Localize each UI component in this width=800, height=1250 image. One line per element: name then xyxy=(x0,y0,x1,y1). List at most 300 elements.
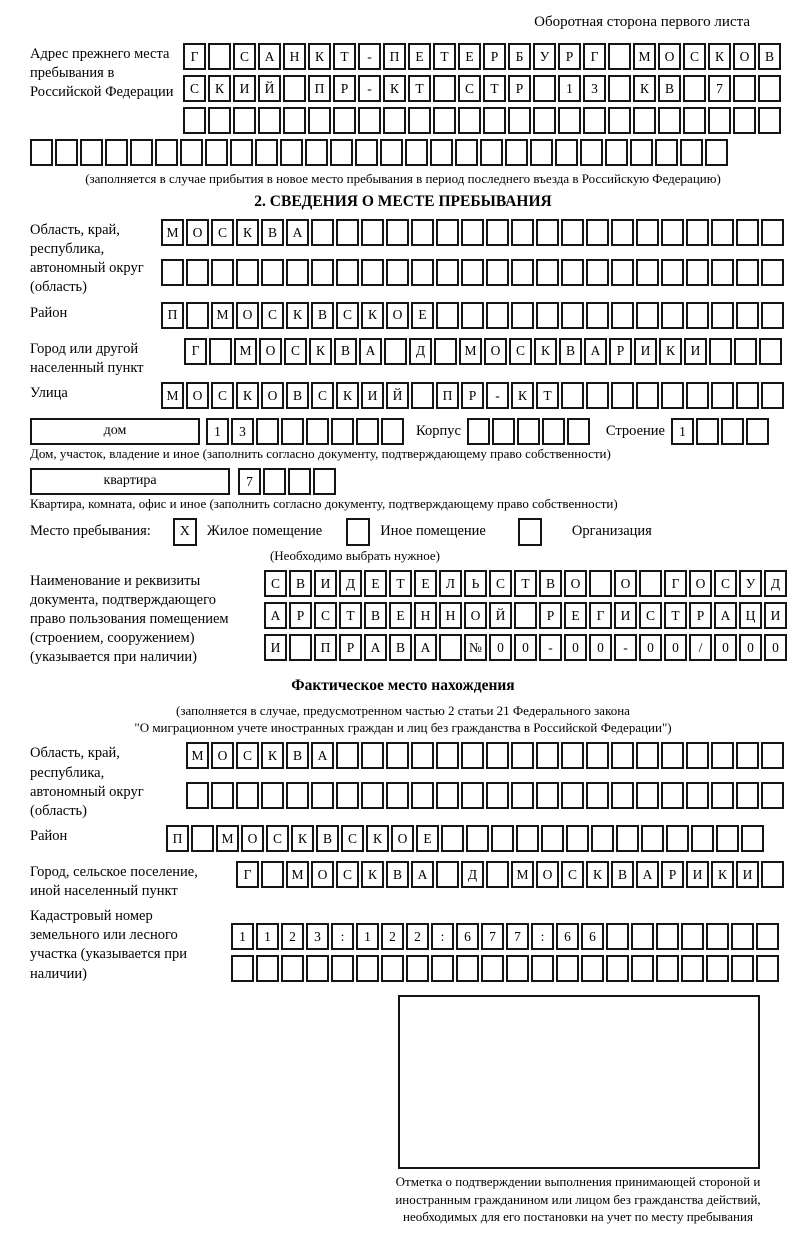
form-cell[interactable]: С xyxy=(714,570,737,597)
form-cell[interactable] xyxy=(736,782,759,809)
form-cell[interactable] xyxy=(256,955,279,982)
form-cell[interactable]: Е xyxy=(411,302,434,329)
form-cell[interactable]: Л xyxy=(439,570,462,597)
form-cell[interactable]: П xyxy=(436,382,459,409)
form-cell[interactable] xyxy=(505,139,528,166)
form-cell[interactable] xyxy=(186,259,209,286)
form-cell[interactable] xyxy=(691,825,714,852)
form-cell[interactable]: О xyxy=(386,302,409,329)
form-cell[interactable] xyxy=(536,219,559,246)
form-cell[interactable] xyxy=(656,955,679,982)
form-cell[interactable]: Е xyxy=(458,43,481,70)
form-cell[interactable] xyxy=(733,75,756,102)
form-cell[interactable]: Т xyxy=(483,75,506,102)
form-cell[interactable] xyxy=(661,382,684,409)
form-cell[interactable]: А xyxy=(264,602,287,629)
form-cell[interactable] xyxy=(380,139,403,166)
form-cell[interactable]: К xyxy=(586,861,609,888)
form-cell[interactable]: Г xyxy=(589,602,612,629)
form-cell[interactable]: В xyxy=(286,382,309,409)
form-cell[interactable] xyxy=(433,75,456,102)
form-cell[interactable]: - xyxy=(539,634,562,661)
form-cell[interactable]: Р xyxy=(461,382,484,409)
form-cell[interactable] xyxy=(731,955,754,982)
form-cell[interactable] xyxy=(511,259,534,286)
form-cell[interactable]: С xyxy=(211,382,234,409)
form-cell[interactable]: П xyxy=(383,43,406,70)
form-cell[interactable]: О xyxy=(689,570,712,597)
form-cell[interactable]: О xyxy=(259,338,282,365)
form-cell[interactable]: О xyxy=(614,570,637,597)
form-cell[interactable] xyxy=(386,219,409,246)
form-cell[interactable] xyxy=(481,955,504,982)
form-cell[interactable] xyxy=(255,139,278,166)
form-cell[interactable] xyxy=(733,107,756,134)
form-cell[interactable]: И xyxy=(764,602,787,629)
form-cell[interactable] xyxy=(430,139,453,166)
form-cell[interactable]: Т xyxy=(408,75,431,102)
form-cell[interactable]: М xyxy=(511,861,534,888)
form-cell[interactable] xyxy=(486,302,509,329)
form-cell[interactable] xyxy=(461,259,484,286)
form-cell[interactable] xyxy=(661,742,684,769)
form-cell[interactable] xyxy=(611,742,634,769)
form-cell[interactable]: К xyxy=(286,302,309,329)
form-cell[interactable]: 7 xyxy=(506,923,529,950)
form-cell[interactable] xyxy=(511,302,534,329)
form-cell[interactable]: Р xyxy=(339,634,362,661)
form-cell[interactable] xyxy=(208,43,231,70)
form-cell[interactable]: И xyxy=(684,338,707,365)
form-cell[interactable] xyxy=(461,782,484,809)
form-cell[interactable] xyxy=(186,302,209,329)
form-cell[interactable]: О xyxy=(484,338,507,365)
form-cell[interactable]: К xyxy=(361,302,384,329)
form-cell[interactable] xyxy=(580,139,603,166)
form-cell[interactable] xyxy=(180,139,203,166)
form-cell[interactable]: В xyxy=(658,75,681,102)
form-cell[interactable]: И xyxy=(736,861,759,888)
form-cell[interactable] xyxy=(531,955,554,982)
form-cell[interactable] xyxy=(736,259,759,286)
form-cell[interactable] xyxy=(288,468,311,495)
form-cell[interactable] xyxy=(466,825,489,852)
form-cell[interactable]: Ь xyxy=(464,570,487,597)
form-cell[interactable]: О xyxy=(733,43,756,70)
form-cell[interactable] xyxy=(411,219,434,246)
form-cell[interactable] xyxy=(561,742,584,769)
form-cell[interactable] xyxy=(708,107,731,134)
form-cell[interactable] xyxy=(306,955,329,982)
form-cell[interactable] xyxy=(486,259,509,286)
form-cell[interactable] xyxy=(639,570,662,597)
form-cell[interactable] xyxy=(434,338,457,365)
form-cell[interactable] xyxy=(681,955,704,982)
form-cell[interactable] xyxy=(586,219,609,246)
form-cell[interactable] xyxy=(736,382,759,409)
form-cell[interactable]: О xyxy=(658,43,681,70)
form-cell[interactable]: О xyxy=(236,302,259,329)
form-cell[interactable]: К xyxy=(633,75,656,102)
form-cell[interactable] xyxy=(611,782,634,809)
form-cell[interactable] xyxy=(566,825,589,852)
form-cell[interactable] xyxy=(405,139,428,166)
form-cell[interactable]: Р xyxy=(558,43,581,70)
form-cell[interactable] xyxy=(586,782,609,809)
form-cell[interactable] xyxy=(630,139,653,166)
form-cell[interactable]: М xyxy=(216,825,239,852)
form-cell[interactable] xyxy=(230,139,253,166)
form-cell[interactable] xyxy=(608,75,631,102)
form-cell[interactable]: В xyxy=(611,861,634,888)
form-cell[interactable] xyxy=(661,259,684,286)
form-cell[interactable]: А xyxy=(286,219,309,246)
form-cell[interactable]: М xyxy=(286,861,309,888)
form-cell[interactable] xyxy=(666,825,689,852)
form-cell[interactable] xyxy=(567,418,590,445)
form-cell[interactable] xyxy=(741,825,764,852)
form-cell[interactable]: Р xyxy=(539,602,562,629)
form-cell[interactable] xyxy=(30,139,53,166)
form-cell[interactable]: 0 xyxy=(714,634,737,661)
form-cell[interactable] xyxy=(361,259,384,286)
form-cell[interactable] xyxy=(330,139,353,166)
form-cell[interactable]: 1 xyxy=(206,418,229,445)
form-cell[interactable]: Р xyxy=(289,602,312,629)
form-cell[interactable]: М xyxy=(459,338,482,365)
form-cell[interactable]: К xyxy=(236,382,259,409)
form-cell[interactable]: А xyxy=(311,742,334,769)
form-cell[interactable] xyxy=(313,468,336,495)
form-cell[interactable] xyxy=(381,955,404,982)
form-cell[interactable]: И xyxy=(634,338,657,365)
kvartira-box[interactable]: квартира xyxy=(30,468,230,495)
form-cell[interactable]: О xyxy=(211,742,234,769)
form-cell[interactable]: Г xyxy=(183,43,206,70)
form-cell[interactable] xyxy=(263,468,286,495)
form-cell[interactable]: Т xyxy=(433,43,456,70)
form-cell[interactable] xyxy=(511,782,534,809)
form-cell[interactable]: К xyxy=(659,338,682,365)
form-cell[interactable]: М xyxy=(161,219,184,246)
form-cell[interactable] xyxy=(616,825,639,852)
form-cell[interactable] xyxy=(686,219,709,246)
form-cell[interactable] xyxy=(311,259,334,286)
form-cell[interactable] xyxy=(436,219,459,246)
form-cell[interactable] xyxy=(756,955,779,982)
form-cell[interactable]: 2 xyxy=(281,923,304,950)
form-cell[interactable] xyxy=(661,302,684,329)
form-cell[interactable]: К xyxy=(261,742,284,769)
form-cell[interactable]: С xyxy=(336,861,359,888)
form-cell[interactable]: П xyxy=(314,634,337,661)
form-cell[interactable] xyxy=(406,955,429,982)
form-cell[interactable]: С xyxy=(261,302,284,329)
form-cell[interactable] xyxy=(336,259,359,286)
form-cell[interactable]: А xyxy=(364,634,387,661)
form-cell[interactable] xyxy=(561,782,584,809)
form-cell[interactable]: Р xyxy=(609,338,632,365)
form-cell[interactable] xyxy=(514,602,537,629)
form-cell[interactable]: Т xyxy=(514,570,537,597)
form-cell[interactable]: Е xyxy=(364,570,387,597)
form-cell[interactable]: С xyxy=(311,382,334,409)
form-cell[interactable] xyxy=(711,742,734,769)
form-cell[interactable] xyxy=(305,139,328,166)
form-cell[interactable]: М xyxy=(234,338,257,365)
form-cell[interactable] xyxy=(283,75,306,102)
form-cell[interactable]: 2 xyxy=(406,923,429,950)
form-cell[interactable] xyxy=(681,923,704,950)
form-cell[interactable] xyxy=(536,742,559,769)
form-cell[interactable] xyxy=(606,923,629,950)
form-cell[interactable]: А xyxy=(636,861,659,888)
form-cell[interactable]: 0 xyxy=(739,634,762,661)
form-cell[interactable] xyxy=(506,955,529,982)
form-cell[interactable] xyxy=(761,302,784,329)
form-cell[interactable] xyxy=(486,219,509,246)
form-cell[interactable] xyxy=(439,634,462,661)
form-cell[interactable] xyxy=(461,302,484,329)
form-cell[interactable]: С xyxy=(233,43,256,70)
form-cell[interactable]: : xyxy=(331,923,354,950)
form-cell[interactable]: В xyxy=(559,338,582,365)
form-cell[interactable]: Й xyxy=(489,602,512,629)
form-cell[interactable]: О xyxy=(564,570,587,597)
form-cell[interactable]: П xyxy=(161,302,184,329)
form-cell[interactable] xyxy=(661,219,684,246)
form-cell[interactable] xyxy=(336,742,359,769)
form-cell[interactable] xyxy=(336,782,359,809)
form-cell[interactable]: 6 xyxy=(456,923,479,950)
form-cell[interactable]: К xyxy=(711,861,734,888)
form-cell[interactable]: К xyxy=(291,825,314,852)
form-cell[interactable] xyxy=(536,259,559,286)
form-cell[interactable] xyxy=(286,259,309,286)
form-cell[interactable] xyxy=(655,139,678,166)
form-cell[interactable]: М xyxy=(186,742,209,769)
form-cell[interactable] xyxy=(711,382,734,409)
form-cell[interactable]: 6 xyxy=(556,923,579,950)
form-cell[interactable]: В xyxy=(334,338,357,365)
form-cell[interactable]: П xyxy=(166,825,189,852)
form-cell[interactable] xyxy=(411,742,434,769)
form-cell[interactable]: О xyxy=(464,602,487,629)
form-cell[interactable] xyxy=(734,338,757,365)
form-cell[interactable] xyxy=(231,955,254,982)
form-cell[interactable] xyxy=(716,825,739,852)
form-cell[interactable] xyxy=(283,107,306,134)
form-cell[interactable]: 1 xyxy=(671,418,694,445)
form-cell[interactable]: 7 xyxy=(238,468,261,495)
form-cell[interactable] xyxy=(608,43,631,70)
form-cell[interactable]: - xyxy=(358,43,381,70)
form-cell[interactable]: К xyxy=(208,75,231,102)
form-cell[interactable]: П xyxy=(308,75,331,102)
form-cell[interactable] xyxy=(683,75,706,102)
form-cell[interactable] xyxy=(533,75,556,102)
form-cell[interactable] xyxy=(386,782,409,809)
form-cell[interactable] xyxy=(486,782,509,809)
form-cell[interactable] xyxy=(761,382,784,409)
form-cell[interactable]: 6 xyxy=(581,923,604,950)
form-cell[interactable] xyxy=(483,107,506,134)
form-cell[interactable] xyxy=(411,782,434,809)
form-cell[interactable] xyxy=(492,418,515,445)
form-cell[interactable] xyxy=(561,382,584,409)
form-cell[interactable]: М xyxy=(211,302,234,329)
form-cell[interactable] xyxy=(211,782,234,809)
form-cell[interactable]: К xyxy=(361,861,384,888)
form-cell[interactable]: О xyxy=(261,382,284,409)
form-cell[interactable] xyxy=(631,923,654,950)
form-cell[interactable] xyxy=(467,418,490,445)
form-cell[interactable]: К xyxy=(336,382,359,409)
form-cell[interactable]: С xyxy=(336,302,359,329)
form-cell[interactable]: Т xyxy=(536,382,559,409)
form-cell[interactable]: Д xyxy=(409,338,432,365)
form-cell[interactable] xyxy=(731,923,754,950)
form-cell[interactable]: О xyxy=(241,825,264,852)
form-cell[interactable]: О xyxy=(186,219,209,246)
form-cell[interactable] xyxy=(236,782,259,809)
form-cell[interactable] xyxy=(761,259,784,286)
form-cell[interactable] xyxy=(211,259,234,286)
form-cell[interactable] xyxy=(516,825,539,852)
form-cell[interactable]: С xyxy=(183,75,206,102)
form-cell[interactable] xyxy=(761,219,784,246)
form-cell[interactable]: В xyxy=(316,825,339,852)
form-cell[interactable]: - xyxy=(486,382,509,409)
form-cell[interactable]: В xyxy=(289,570,312,597)
form-cell[interactable] xyxy=(636,782,659,809)
form-cell[interactable]: О xyxy=(391,825,414,852)
form-cell[interactable] xyxy=(205,139,228,166)
form-cell[interactable]: 3 xyxy=(306,923,329,950)
form-cell[interactable] xyxy=(311,782,334,809)
form-cell[interactable] xyxy=(611,219,634,246)
form-cell[interactable]: 2 xyxy=(381,923,404,950)
form-cell[interactable]: К xyxy=(308,43,331,70)
form-cell[interactable] xyxy=(636,302,659,329)
form-cell[interactable] xyxy=(636,219,659,246)
form-cell[interactable] xyxy=(381,418,404,445)
form-cell[interactable] xyxy=(636,382,659,409)
checkbox-zhiloe[interactable]: X xyxy=(173,518,197,546)
form-cell[interactable] xyxy=(461,742,484,769)
form-cell[interactable]: И xyxy=(233,75,256,102)
form-cell[interactable]: 7 xyxy=(708,75,731,102)
checkbox-inoe[interactable] xyxy=(346,518,370,546)
form-cell[interactable]: О xyxy=(536,861,559,888)
form-cell[interactable] xyxy=(236,259,259,286)
form-cell[interactable]: Д xyxy=(339,570,362,597)
form-cell[interactable]: М xyxy=(161,382,184,409)
form-cell[interactable] xyxy=(209,338,232,365)
form-cell[interactable] xyxy=(161,259,184,286)
form-cell[interactable] xyxy=(756,923,779,950)
form-cell[interactable]: Т xyxy=(664,602,687,629)
form-cell[interactable] xyxy=(431,955,454,982)
form-cell[interactable] xyxy=(436,861,459,888)
form-cell[interactable]: В xyxy=(386,861,409,888)
form-cell[interactable] xyxy=(408,107,431,134)
form-cell[interactable] xyxy=(355,139,378,166)
form-cell[interactable]: Е xyxy=(416,825,439,852)
form-cell[interactable] xyxy=(191,825,214,852)
form-cell[interactable] xyxy=(711,259,734,286)
form-cell[interactable] xyxy=(541,825,564,852)
form-cell[interactable] xyxy=(458,107,481,134)
form-cell[interactable] xyxy=(631,955,654,982)
form-cell[interactable] xyxy=(561,259,584,286)
form-cell[interactable]: О xyxy=(186,382,209,409)
form-cell[interactable]: Н xyxy=(439,602,462,629)
form-cell[interactable] xyxy=(358,107,381,134)
form-cell[interactable]: Е xyxy=(564,602,587,629)
form-cell[interactable] xyxy=(256,418,279,445)
form-cell[interactable] xyxy=(636,259,659,286)
form-cell[interactable] xyxy=(281,955,304,982)
form-cell[interactable] xyxy=(759,338,782,365)
form-cell[interactable]: 1 xyxy=(356,923,379,950)
form-cell[interactable]: : xyxy=(431,923,454,950)
form-cell[interactable] xyxy=(383,107,406,134)
form-cell[interactable]: К xyxy=(534,338,557,365)
form-cell[interactable]: Г xyxy=(236,861,259,888)
form-cell[interactable]: Р xyxy=(508,75,531,102)
form-cell[interactable]: В xyxy=(364,602,387,629)
form-cell[interactable] xyxy=(636,742,659,769)
form-cell[interactable]: У xyxy=(533,43,556,70)
form-cell[interactable] xyxy=(311,219,334,246)
form-cell[interactable] xyxy=(361,782,384,809)
form-cell[interactable] xyxy=(356,418,379,445)
form-cell[interactable] xyxy=(558,107,581,134)
form-cell[interactable]: И xyxy=(361,382,384,409)
form-cell[interactable] xyxy=(561,219,584,246)
form-cell[interactable] xyxy=(706,955,729,982)
form-cell[interactable]: С xyxy=(314,602,337,629)
form-cell[interactable]: Р xyxy=(689,602,712,629)
form-cell[interactable] xyxy=(686,742,709,769)
form-cell[interactable] xyxy=(258,107,281,134)
form-cell[interactable] xyxy=(711,219,734,246)
form-cell[interactable]: С xyxy=(266,825,289,852)
form-cell[interactable]: В xyxy=(389,634,412,661)
form-cell[interactable] xyxy=(386,742,409,769)
form-cell[interactable]: - xyxy=(358,75,381,102)
form-cell[interactable]: Р xyxy=(661,861,684,888)
form-cell[interactable] xyxy=(336,219,359,246)
form-cell[interactable]: 0 xyxy=(589,634,612,661)
form-cell[interactable] xyxy=(411,382,434,409)
form-cell[interactable] xyxy=(761,742,784,769)
form-cell[interactable]: В xyxy=(286,742,309,769)
form-cell[interactable]: 0 xyxy=(639,634,662,661)
dom-box[interactable]: дом xyxy=(30,418,200,445)
form-cell[interactable]: А xyxy=(414,634,437,661)
form-cell[interactable] xyxy=(556,955,579,982)
form-cell[interactable] xyxy=(508,107,531,134)
form-cell[interactable]: 0 xyxy=(564,634,587,661)
form-cell[interactable]: Е xyxy=(414,570,437,597)
form-cell[interactable]: А xyxy=(258,43,281,70)
form-cell[interactable] xyxy=(686,259,709,286)
form-cell[interactable]: 3 xyxy=(583,75,606,102)
form-cell[interactable]: М xyxy=(633,43,656,70)
form-cell[interactable]: К xyxy=(383,75,406,102)
